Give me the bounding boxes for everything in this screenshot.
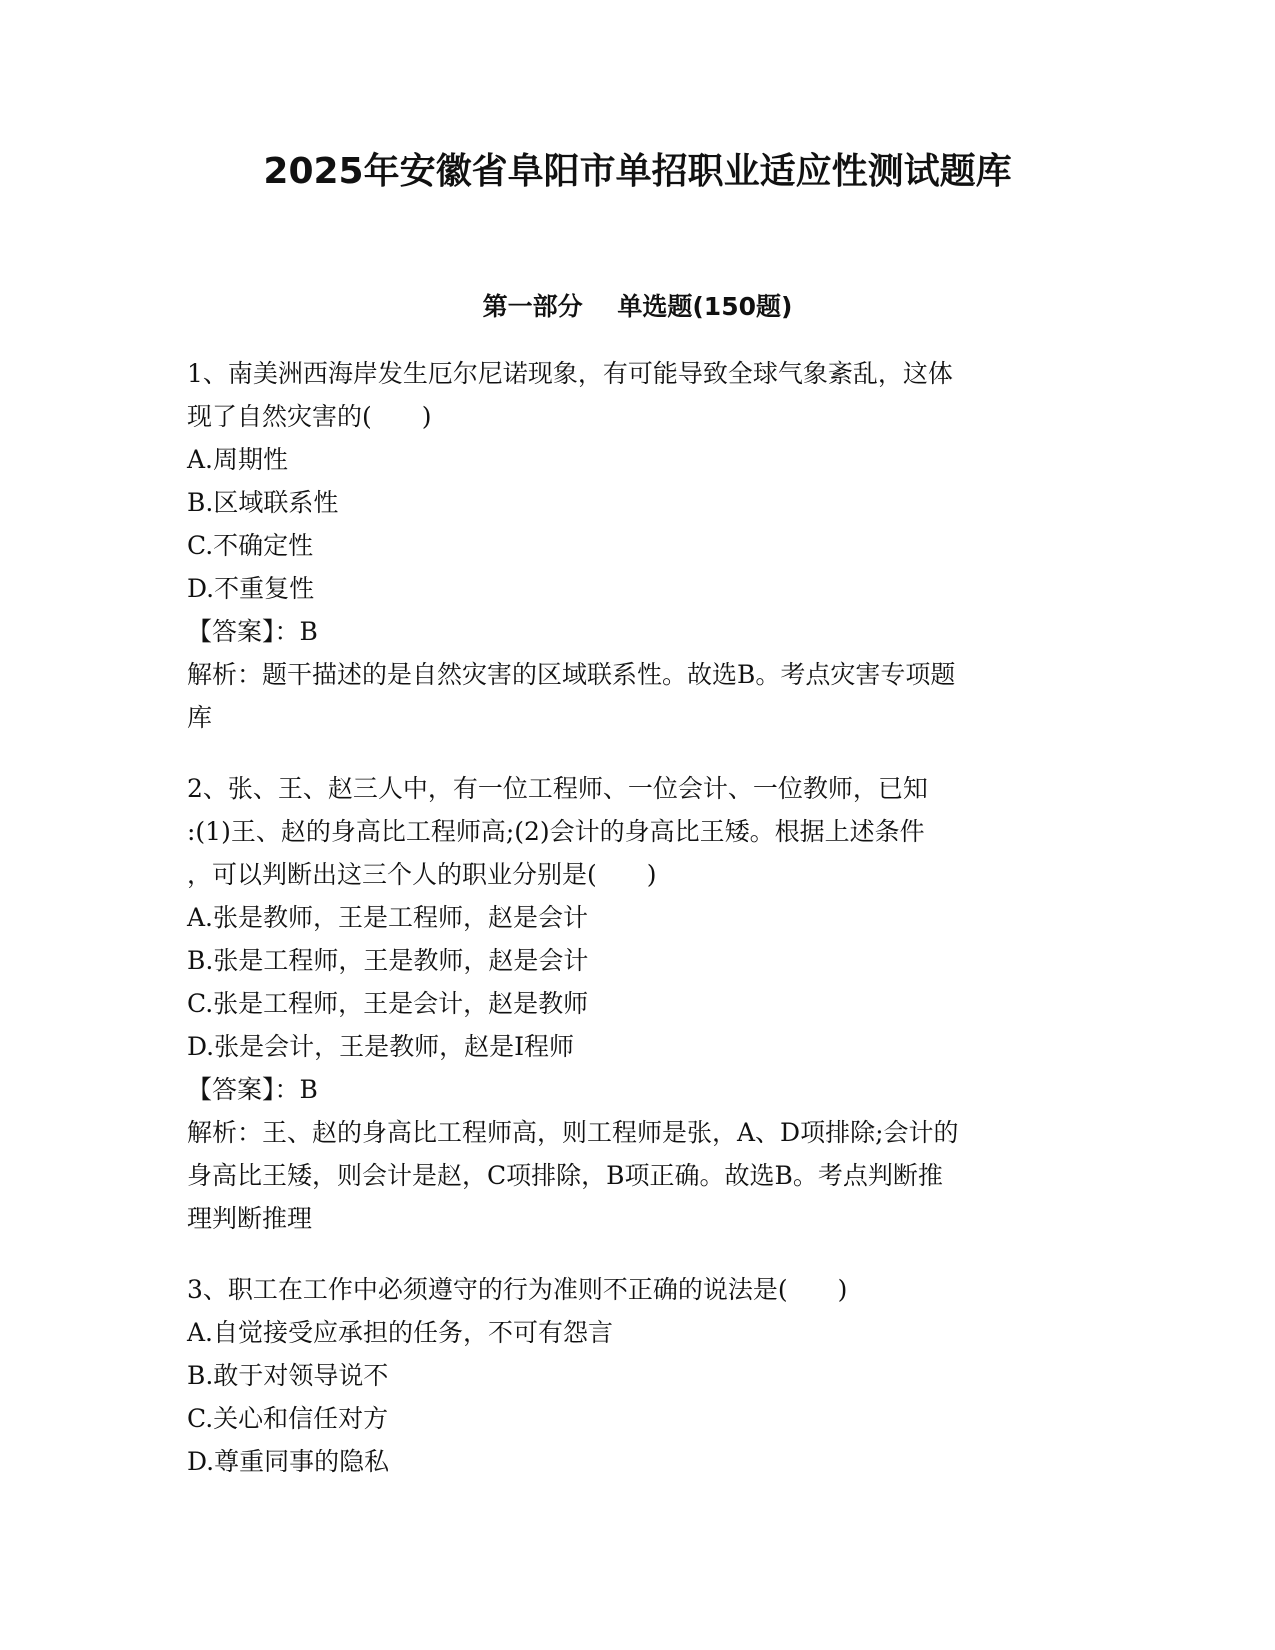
analysis-line: 库 bbox=[187, 703, 213, 732]
question-stem-line: 2、张、王、赵三人中，有一位工程师、一位会计、一位教师，已知 bbox=[187, 774, 928, 803]
option-a: A.自觉接受应承担的任务，不可有怨言 bbox=[187, 1318, 614, 1347]
analysis-line: 身高比王矮，则会计是赵，C项排除，B项正确。故选B。考点判断推 bbox=[187, 1161, 943, 1190]
question-stem-line: :(1)王、赵的身高比工程师高;(2)会计的身高比王矮。根据上述条件 bbox=[187, 817, 925, 846]
question-stem-line: ，可以判断出这三个人的职业分别是( ) bbox=[187, 860, 657, 889]
option-a: A.周期性 bbox=[187, 445, 289, 474]
option-a: A.张是教师，王是工程师，赵是会计 bbox=[187, 903, 589, 932]
option-b: B.敢于对领导说不 bbox=[187, 1361, 389, 1390]
question-1 bbox=[187, 352, 1087, 739]
answer-line: 【答案】：B bbox=[187, 1075, 318, 1104]
option-d: D.张是会计，王是教师，赵是I程师 bbox=[187, 1032, 574, 1061]
analysis-line: 解析：王、赵的身高比工程师高，则工程师是张，A、D项排除;会计的 bbox=[187, 1118, 959, 1147]
question-3 bbox=[187, 1268, 1087, 1483]
document-title: 2025年安徽省阜阳市单招职业适应性测试题库 bbox=[263, 151, 1012, 192]
question-stem-line: 现了自然灾害的( ) bbox=[187, 402, 432, 431]
section-title: 第一部分 单选题(150题) bbox=[482, 292, 793, 321]
question-stem-line: 3、职工在工作中必须遵守的行为准则不正确的说法是( ) bbox=[187, 1275, 848, 1304]
option-c: C.关心和信任对方 bbox=[187, 1404, 389, 1433]
question-list bbox=[187, 352, 1087, 1511]
answer-line: 【答案】：B bbox=[187, 617, 318, 646]
option-d: D.尊重同事的隐私 bbox=[187, 1447, 390, 1476]
question-2 bbox=[187, 767, 1087, 1240]
analysis-line: 解析：题干描述的是自然灾害的区域联系性。故选B。考点灾害专项题 bbox=[187, 660, 956, 689]
option-d: D.不重复性 bbox=[187, 574, 315, 603]
option-c: C.张是工程师，王是会计，赵是教师 bbox=[187, 989, 589, 1018]
option-b: B.区域联系性 bbox=[187, 488, 339, 517]
option-b: B.张是工程师，王是教师，赵是会计 bbox=[187, 946, 589, 975]
analysis-line: 理判断推理 bbox=[187, 1204, 313, 1233]
question-stem-line: 1、南美洲西海岸发生厄尔尼诺现象，有可能导致全球气象紊乱，这体 bbox=[187, 359, 953, 388]
option-c: C.不确定性 bbox=[187, 531, 314, 560]
